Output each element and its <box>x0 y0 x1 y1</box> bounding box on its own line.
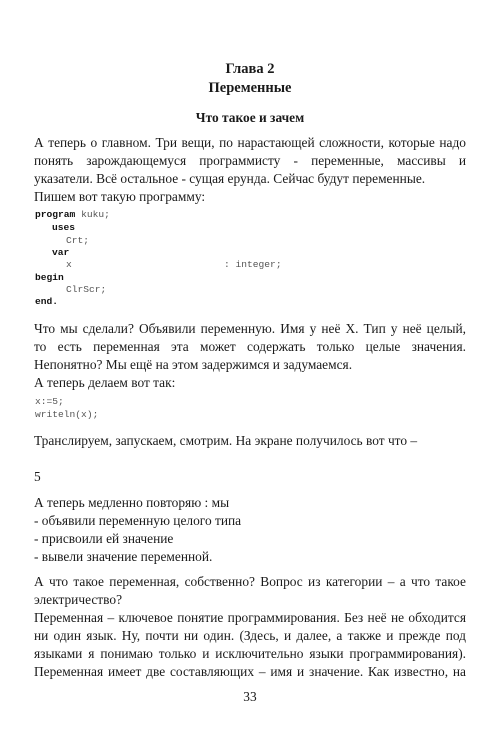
recap-line: - вывели значение переменной. <box>34 549 213 564</box>
code-identifier: x <box>66 259 72 270</box>
chapter-title: Глава 2 <box>225 61 275 77</box>
code-line: writeln(x); <box>35 409 99 420</box>
chapter-subtitle: Переменные <box>208 80 292 96</box>
explain-line: Что мы сделали? Объявили переменную. Имя у неё X. Тип у неё целый, <box>34 321 466 336</box>
program-output: 5 <box>34 469 41 484</box>
recap-line: - объявили переменную целого типа <box>34 513 242 528</box>
question-line: электричество? <box>34 592 123 607</box>
run-text: Транслируем, запускаем, смотрим. На экране получилось вот что – <box>34 433 418 448</box>
intro-line: А теперь о главном. Три вещи, по нарастающей сложности, которые надо <box>34 135 466 150</box>
definition-line: ни один язык. Ну, почти ни один. (Здесь, и далее, а также и прежде под <box>34 628 466 643</box>
definition-line: языками я понимаю только и исключительно языки программирования). <box>34 646 466 661</box>
recap-line: А теперь медленно повторяю : мы <box>34 495 230 510</box>
code-type: : integer; <box>224 259 282 270</box>
code-line <box>35 208 110 221</box>
recap-line: - присвоили ей значение <box>34 531 174 546</box>
section-heading: Что такое и зачем <box>195 110 305 125</box>
code-keyword: var <box>52 247 70 258</box>
intro-line: понять зарождающемуся программисту - переменные, массивы и <box>34 153 466 168</box>
code-identifier: ClrScr; <box>66 284 107 295</box>
definition-line: Переменная – ключевое понятие программирования. Без неё не обходится <box>34 610 466 625</box>
explain-line: то есть переменная эта может содержать только целые значения. <box>34 339 466 354</box>
code-keyword: program <box>35 209 76 220</box>
code-line: x:=5; <box>35 396 64 407</box>
question-line: А что такое переменная, собственно? Вопрос из категории – а что такое <box>34 574 466 589</box>
definition-line: Переменная имеет две составляющих – имя и значение. Как известно, на <box>34 664 466 679</box>
explain-line: Непонятно? Мы ещё на этом задержимся и задумаемся. <box>34 357 353 372</box>
page-number: 33 <box>243 689 257 704</box>
intro-line: Пишем вот такую программу: <box>34 189 206 204</box>
code-keyword: end. <box>35 296 59 307</box>
explain-line: А теперь делаем вот так: <box>34 375 176 390</box>
code-identifier: Crt; <box>66 235 90 246</box>
code-identifier: kuku; <box>81 209 110 220</box>
code-keyword: uses <box>52 222 76 233</box>
code-keyword: begin <box>35 272 64 283</box>
intro-line: указатели. Всё остальное - сущая ерунда. Сейчас будут переменные. <box>34 171 426 186</box>
